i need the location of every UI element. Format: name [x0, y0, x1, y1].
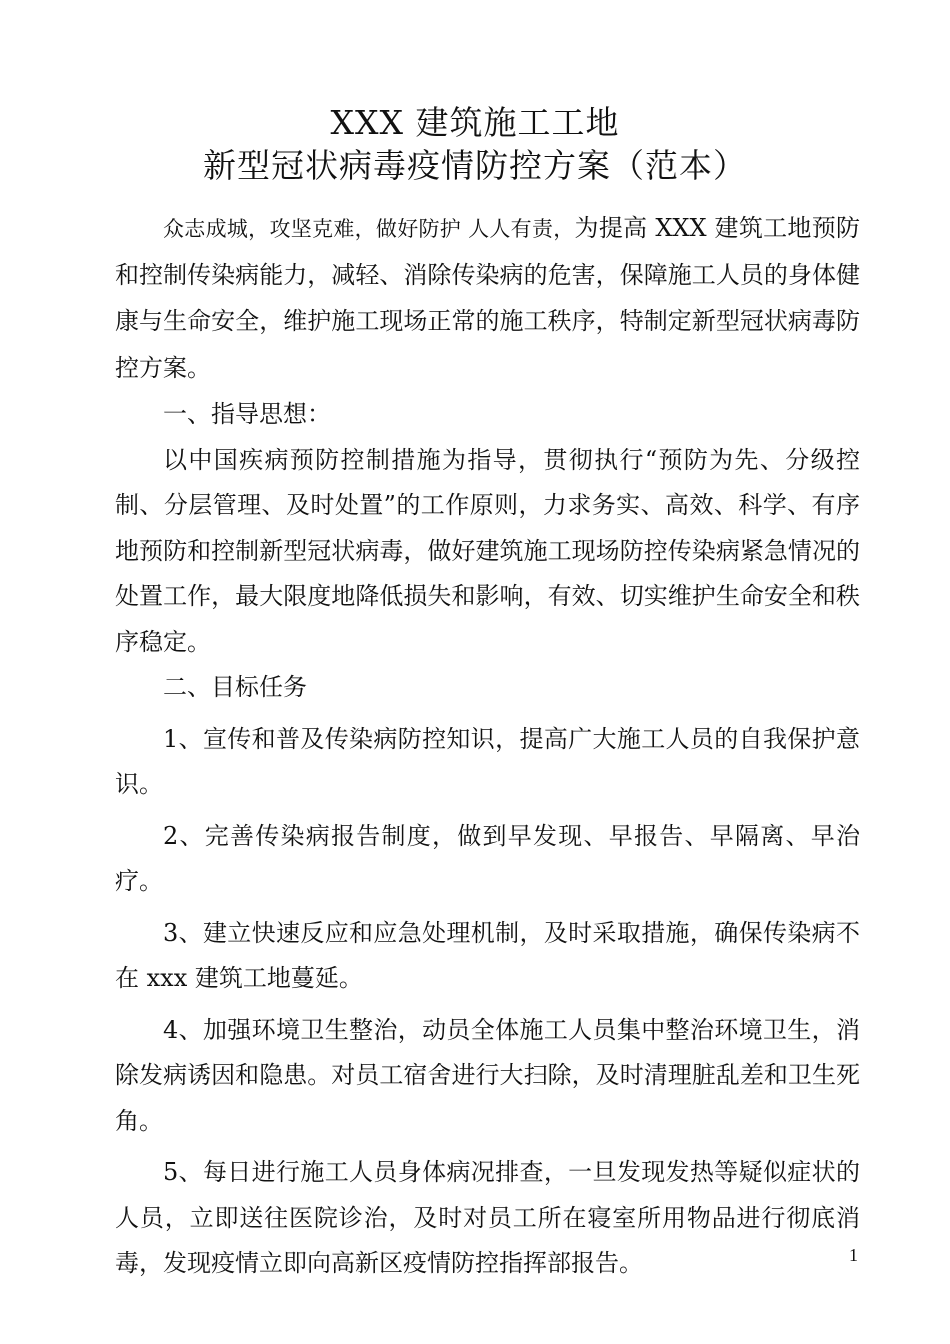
task-item-5: 5、每日进行施工人员身体病况排查，一旦发现发热等疑似症状的人员，立即送往医院诊治，及时对员工所在寝室所用物品进行彻底消毒，发现疫情立即向高新区疫情防控指挥部报告。 — [115, 1158, 860, 1277]
task-item-2: 2、完善传染病报告制度，做到早发现、早报告、早隔离、早治疗。 — [115, 821, 860, 895]
task-item-4: 4、加强环境卫生整治，动员全体施工人员集中整治环境卫生，消除发病诱因和隐患。对员工宿舍进行大扫除，及时清理脏乱差和卫生死角。 — [115, 1015, 860, 1135]
intro-text: 为提高 XXX 建筑工地预防和控制传染病能力，减轻、消除传染病的危害，保障施工人员的身体健康与生命安全，维护施工现场正常的施工秩序，特制定新型冠状病毒防控方案。 — [115, 214, 860, 382]
document-title-line-2: 新型冠状病毒疫情防控方案（范本） — [203, 146, 747, 185]
page-number: 1 — [849, 1245, 858, 1265]
intro-paragraph — [115, 206, 860, 392]
task-item-1: 1、宣传和普及传染病防控知识，提高广大施工人员的自我保护意识。 — [115, 724, 860, 798]
task-item-3: 3、建立快速反应和应急处理机制，及时采取措施，确保传染病不在 xxx 建筑工地蔓延。 — [115, 918, 860, 992]
section-2-heading: 二、目标任务 — [163, 673, 307, 701]
document-title-line-1: XXX 建筑施工工地 — [330, 103, 620, 142]
intro-slogan: 众志成城，攻坚克难，做好防护 人人有责， — [163, 217, 575, 241]
section-1-heading: 一、指导思想： — [163, 400, 331, 428]
document-body — [115, 206, 860, 1287]
section-1-paragraph: 以中国疾病预防控制措施为指导，贯彻执行“预防为先、分级控制、分层管理、及时处置”的工作原则，力求务实、高效、科学、有序地预防和控制新型冠状病毒，做好建筑施工现场防控传染病紧急情况的处置工作，最大限度地降低损失和影响，有效、切实维护生命安全和秩序稳定。 — [115, 445, 860, 656]
